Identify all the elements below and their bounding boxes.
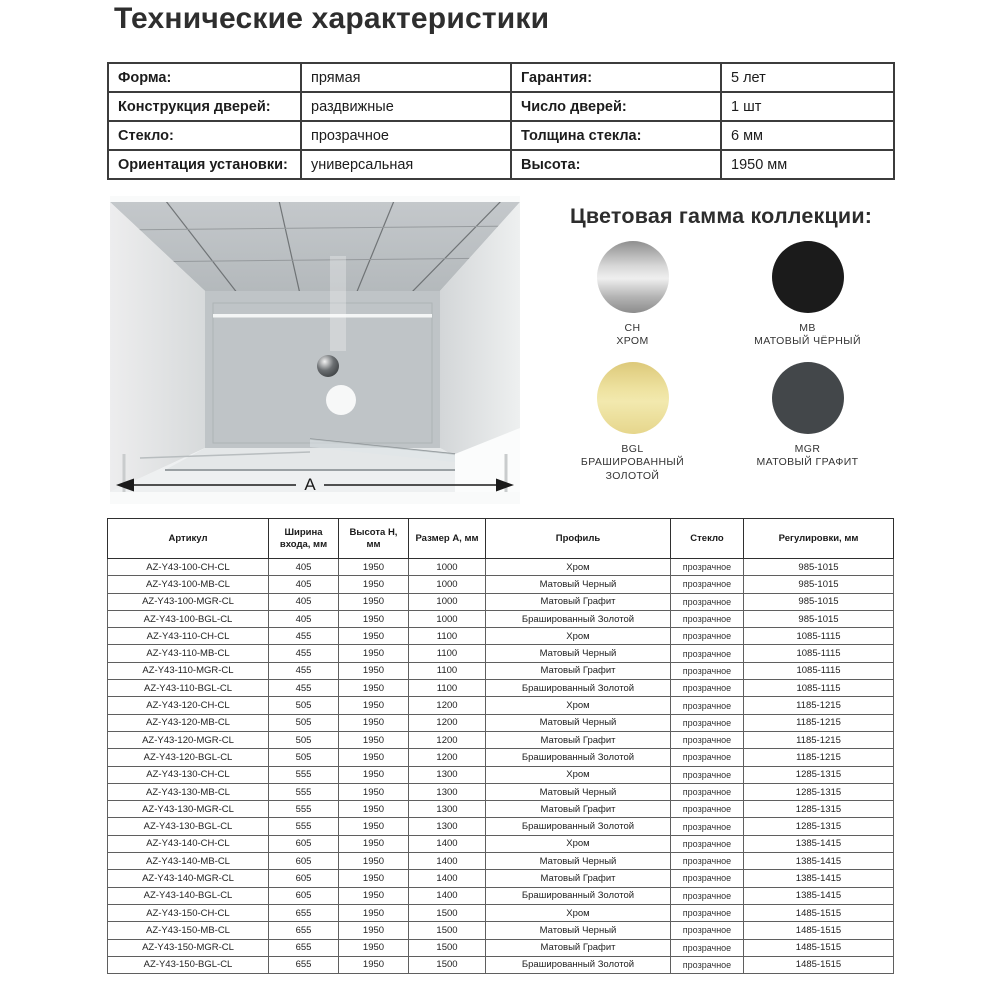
cell-profile: Матовый Графит xyxy=(486,731,671,748)
cell-entry-width: 605 xyxy=(269,870,339,887)
spec-label: Ориентация установки: xyxy=(108,150,301,179)
cell-entry-width: 555 xyxy=(269,783,339,800)
spec-label: Высота: xyxy=(511,150,721,179)
cell-artikul: AZ-Y43-140-BGL-CL xyxy=(108,887,269,904)
cell-entry-width: 655 xyxy=(269,904,339,921)
size-table-header-row xyxy=(108,519,894,559)
cell-entry-width: 555 xyxy=(269,801,339,818)
cell-adjustment: 1485-1515 xyxy=(744,939,894,956)
cell-entry-width: 505 xyxy=(269,749,339,766)
cell-glass: прозрачное xyxy=(671,731,744,748)
spec-label: Стекло: xyxy=(108,121,301,150)
cell-profile: Матовый Графит xyxy=(486,870,671,887)
spec-value: прозрачное xyxy=(301,121,511,150)
cell-artikul: AZ-Y43-100-MB-CL xyxy=(108,576,269,593)
cell-artikul: AZ-Y43-110-BGL-CL xyxy=(108,680,269,697)
cell-size-a: 1300 xyxy=(409,818,486,835)
cell-artikul: AZ-Y43-120-BGL-CL xyxy=(108,749,269,766)
cell-artikul: AZ-Y43-100-CH-CL xyxy=(108,559,269,576)
cell-glass: прозрачное xyxy=(671,835,744,852)
cell-height-h: 1950 xyxy=(339,835,409,852)
cell-height-h: 1950 xyxy=(339,610,409,627)
table-row xyxy=(108,714,894,731)
color-swatch-bgl xyxy=(545,362,720,483)
cell-artikul: AZ-Y43-140-MB-CL xyxy=(108,853,269,870)
cell-entry-width: 505 xyxy=(269,697,339,714)
cell-artikul: AZ-Y43-130-CH-CL xyxy=(108,766,269,783)
cell-size-a: 1300 xyxy=(409,801,486,818)
cell-entry-width: 505 xyxy=(269,731,339,748)
cell-artikul: AZ-Y43-140-MGR-CL xyxy=(108,870,269,887)
cell-profile: Матовый Черный xyxy=(486,783,671,800)
table-row xyxy=(108,731,894,748)
cell-profile: Матовый Черный xyxy=(486,922,671,939)
cell-height-h: 1950 xyxy=(339,576,409,593)
cell-adjustment: 1285-1315 xyxy=(744,818,894,835)
spec-value: 1950 мм xyxy=(721,150,894,179)
swatch-grid xyxy=(545,241,895,498)
cell-entry-width: 555 xyxy=(269,766,339,783)
cell-entry-width: 555 xyxy=(269,818,339,835)
cell-adjustment: 1485-1515 xyxy=(744,956,894,973)
table-row xyxy=(108,904,894,921)
cell-adjustment: 1185-1215 xyxy=(744,749,894,766)
cell-glass: прозрачное xyxy=(671,559,744,576)
cell-glass: прозрачное xyxy=(671,922,744,939)
cell-adjustment: 1085-1115 xyxy=(744,662,894,679)
color-gamma-title: Цветовая гамма коллекции: xyxy=(570,204,873,228)
table-row xyxy=(108,835,894,852)
cell-height-h: 1950 xyxy=(339,904,409,921)
spec-label: Форма: xyxy=(108,63,301,92)
cell-profile: Хром xyxy=(486,559,671,576)
cell-glass: прозрачное xyxy=(671,680,744,697)
cell-profile: Матовый Графит xyxy=(486,939,671,956)
spec-label: Конструкция дверей: xyxy=(108,92,301,121)
cell-glass: прозрачное xyxy=(671,714,744,731)
table-row xyxy=(108,956,894,973)
cell-glass: прозрачное xyxy=(671,887,744,904)
cell-size-a: 1000 xyxy=(409,559,486,576)
cell-size-a: 1200 xyxy=(409,697,486,714)
cell-entry-width: 455 xyxy=(269,662,339,679)
spec-value: 1 шт xyxy=(721,92,894,121)
color-circle-mgr xyxy=(772,362,844,434)
dimension-label-a: A xyxy=(304,475,316,494)
specs-table xyxy=(107,62,895,180)
cell-artikul: AZ-Y43-130-MB-CL xyxy=(108,783,269,800)
cell-artikul: AZ-Y43-110-CH-CL xyxy=(108,628,269,645)
cell-artikul: AZ-Y43-150-MB-CL xyxy=(108,922,269,939)
cell-adjustment: 1385-1415 xyxy=(744,835,894,852)
table-row xyxy=(108,697,894,714)
product-photo xyxy=(110,196,520,504)
cell-height-h: 1950 xyxy=(339,870,409,887)
spec-value: универсальная xyxy=(301,150,511,179)
col-header-height-h: Высота H, мм xyxy=(339,519,409,559)
cell-glass: прозрачное xyxy=(671,939,744,956)
cell-glass: прозрачное xyxy=(671,645,744,662)
cell-profile: Матовый Черный xyxy=(486,853,671,870)
cell-adjustment: 1285-1315 xyxy=(744,783,894,800)
cell-profile: Матовый Черный xyxy=(486,576,671,593)
cell-entry-width: 405 xyxy=(269,559,339,576)
spec-row xyxy=(108,150,894,179)
cell-adjustment: 985-1015 xyxy=(744,576,894,593)
spec-value: прямая xyxy=(301,63,511,92)
cell-artikul: AZ-Y43-150-BGL-CL xyxy=(108,956,269,973)
swatch-name: МАТОВЫЙ ГРАФИТ xyxy=(756,456,859,469)
cell-height-h: 1950 xyxy=(339,714,409,731)
cell-size-a: 1000 xyxy=(409,610,486,627)
cell-profile: Брашированный Золотой xyxy=(486,610,671,627)
cell-adjustment: 1385-1415 xyxy=(744,870,894,887)
table-row xyxy=(108,645,894,662)
cell-height-h: 1950 xyxy=(339,818,409,835)
cell-height-h: 1950 xyxy=(339,628,409,645)
cell-entry-width: 455 xyxy=(269,680,339,697)
cell-entry-width: 605 xyxy=(269,853,339,870)
col-header-size-a: Размер A, мм xyxy=(409,519,486,559)
cell-height-h: 1950 xyxy=(339,662,409,679)
cell-entry-width: 655 xyxy=(269,956,339,973)
cell-size-a: 1100 xyxy=(409,662,486,679)
shower-topview-render xyxy=(110,196,520,504)
cell-adjustment: 1285-1315 xyxy=(744,766,894,783)
cell-size-a: 1500 xyxy=(409,922,486,939)
cell-profile: Брашированный Золотой xyxy=(486,956,671,973)
cell-adjustment: 1185-1215 xyxy=(744,731,894,748)
swatch-code: MB xyxy=(799,322,816,334)
table-row xyxy=(108,680,894,697)
cell-artikul: AZ-Y43-130-BGL-CL xyxy=(108,818,269,835)
table-row xyxy=(108,593,894,610)
cell-adjustment: 1285-1315 xyxy=(744,801,894,818)
cell-profile: Брашированный Золотой xyxy=(486,749,671,766)
table-row xyxy=(108,801,894,818)
cell-entry-width: 655 xyxy=(269,939,339,956)
table-row xyxy=(108,853,894,870)
cell-adjustment: 1085-1115 xyxy=(744,628,894,645)
cell-adjustment: 1185-1215 xyxy=(744,714,894,731)
cell-adjustment: 985-1015 xyxy=(744,610,894,627)
cell-profile: Брашированный Золотой xyxy=(486,818,671,835)
cell-profile: Матовый Графит xyxy=(486,662,671,679)
cell-size-a: 1400 xyxy=(409,835,486,852)
swatch-code: MGR xyxy=(794,443,821,456)
cell-glass: прозрачное xyxy=(671,662,744,679)
cell-glass: прозрачное xyxy=(671,870,744,887)
cell-glass: прозрачное xyxy=(671,853,744,870)
cell-profile: Матовый Графит xyxy=(486,801,671,818)
cell-entry-width: 405 xyxy=(269,610,339,627)
cell-profile: Матовый Графит xyxy=(486,593,671,610)
cell-glass: прозрачное xyxy=(671,576,744,593)
spec-row xyxy=(108,63,894,92)
cell-artikul: AZ-Y43-120-MB-CL xyxy=(108,714,269,731)
cell-profile: Хром xyxy=(486,835,671,852)
col-header-artikul: Артикул xyxy=(108,519,269,559)
cell-entry-width: 605 xyxy=(269,887,339,904)
cell-profile: Хром xyxy=(486,766,671,783)
table-row xyxy=(108,870,894,887)
color-swatch-mgr xyxy=(720,362,895,483)
spec-value: раздвижные xyxy=(301,92,511,121)
cell-adjustment: 1385-1415 xyxy=(744,887,894,904)
cell-adjustment: 1185-1215 xyxy=(744,697,894,714)
spec-row xyxy=(108,121,894,150)
color-circle-ch xyxy=(597,241,669,313)
cell-adjustment: 985-1015 xyxy=(744,559,894,576)
cell-size-a: 1400 xyxy=(409,853,486,870)
swatch-code: CH xyxy=(624,322,641,334)
cell-profile: Хром xyxy=(486,904,671,921)
color-swatch-mb xyxy=(720,241,895,348)
cell-glass: прозрачное xyxy=(671,766,744,783)
cell-glass: прозрачное xyxy=(671,593,744,610)
color-circle-mb xyxy=(772,241,844,313)
swatch-name: ХРОМ xyxy=(616,335,649,347)
table-row xyxy=(108,818,894,835)
cell-glass: прозрачное xyxy=(671,818,744,835)
table-row xyxy=(108,576,894,593)
cell-glass: прозрачное xyxy=(671,956,744,973)
cell-size-a: 1000 xyxy=(409,576,486,593)
col-header-profile: Профиль xyxy=(486,519,671,559)
table-row xyxy=(108,887,894,904)
cell-entry-width: 405 xyxy=(269,593,339,610)
table-row xyxy=(108,610,894,627)
cell-height-h: 1950 xyxy=(339,783,409,800)
cell-size-a: 1100 xyxy=(409,680,486,697)
cell-height-h: 1950 xyxy=(339,887,409,904)
cell-height-h: 1950 xyxy=(339,766,409,783)
cell-size-a: 1200 xyxy=(409,749,486,766)
cell-size-a: 1100 xyxy=(409,628,486,645)
cell-entry-width: 405 xyxy=(269,576,339,593)
spec-label: Толщина стекла: xyxy=(511,121,721,150)
color-swatch-ch xyxy=(545,241,720,348)
cell-size-a: 1400 xyxy=(409,887,486,904)
cell-size-a: 1200 xyxy=(409,731,486,748)
cell-height-h: 1950 xyxy=(339,731,409,748)
table-row xyxy=(108,628,894,645)
cell-size-a: 1500 xyxy=(409,956,486,973)
cell-height-h: 1950 xyxy=(339,956,409,973)
cell-artikul: AZ-Y43-150-MGR-CL xyxy=(108,939,269,956)
cell-entry-width: 505 xyxy=(269,714,339,731)
cell-artikul: AZ-Y43-140-CH-CL xyxy=(108,835,269,852)
table-row xyxy=(108,749,894,766)
cell-height-h: 1950 xyxy=(339,853,409,870)
cell-adjustment: 1485-1515 xyxy=(744,922,894,939)
cell-size-a: 1500 xyxy=(409,904,486,921)
cell-glass: прозрачное xyxy=(671,697,744,714)
cell-artikul: AZ-Y43-150-CH-CL xyxy=(108,904,269,921)
cell-glass: прозрачное xyxy=(671,783,744,800)
cell-profile: Матовый Черный xyxy=(486,645,671,662)
cell-artikul: AZ-Y43-100-BGL-CL xyxy=(108,610,269,627)
cell-profile: Брашированный Золотой xyxy=(486,680,671,697)
cell-profile: Матовый Черный xyxy=(486,714,671,731)
cell-entry-width: 605 xyxy=(269,835,339,852)
cell-entry-width: 655 xyxy=(269,922,339,939)
spec-value: 5 лет xyxy=(721,63,894,92)
cell-glass: прозрачное xyxy=(671,904,744,921)
col-header-glass: Стекло xyxy=(671,519,744,559)
cell-height-h: 1950 xyxy=(339,680,409,697)
spec-value: 6 мм xyxy=(721,121,894,150)
page-title: Технические характеристики xyxy=(114,2,550,35)
cell-height-h: 1950 xyxy=(339,559,409,576)
spec-row xyxy=(108,92,894,121)
cell-glass: прозрачное xyxy=(671,610,744,627)
cell-glass: прозрачное xyxy=(671,749,744,766)
cell-size-a: 1100 xyxy=(409,645,486,662)
spec-label: Число дверей: xyxy=(511,92,721,121)
cell-size-a: 1300 xyxy=(409,766,486,783)
swatch-code: BGL xyxy=(621,443,644,456)
swatch-name: БРАШИРОВАННЫЙ ЗОЛОТОЙ xyxy=(580,456,685,483)
cell-height-h: 1950 xyxy=(339,939,409,956)
cell-profile: Хром xyxy=(486,628,671,645)
cell-adjustment: 1385-1415 xyxy=(744,853,894,870)
cell-height-h: 1950 xyxy=(339,749,409,766)
cell-height-h: 1950 xyxy=(339,801,409,818)
cell-height-h: 1950 xyxy=(339,697,409,714)
size-table xyxy=(107,518,894,974)
cell-adjustment: 1085-1115 xyxy=(744,680,894,697)
table-row xyxy=(108,559,894,576)
cell-artikul: AZ-Y43-110-MB-CL xyxy=(108,645,269,662)
color-circle-bgl xyxy=(597,362,669,434)
color-gamma-section xyxy=(545,204,895,498)
cell-artikul: AZ-Y43-110-MGR-CL xyxy=(108,662,269,679)
table-row xyxy=(108,922,894,939)
table-row xyxy=(108,939,894,956)
cell-height-h: 1950 xyxy=(339,922,409,939)
cell-size-a: 1200 xyxy=(409,714,486,731)
cell-artikul: AZ-Y43-120-MGR-CL xyxy=(108,731,269,748)
cell-entry-width: 455 xyxy=(269,645,339,662)
cell-adjustment: 1485-1515 xyxy=(744,904,894,921)
cell-adjustment: 1085-1115 xyxy=(744,645,894,662)
cell-profile: Брашированный Золотой xyxy=(486,887,671,904)
cell-glass: прозрачное xyxy=(671,801,744,818)
cell-artikul: AZ-Y43-120-CH-CL xyxy=(108,697,269,714)
table-row xyxy=(108,783,894,800)
spec-label: Гарантия: xyxy=(511,63,721,92)
cell-size-a: 1000 xyxy=(409,593,486,610)
cell-height-h: 1950 xyxy=(339,593,409,610)
table-row xyxy=(108,662,894,679)
cell-profile: Хром xyxy=(486,697,671,714)
col-header-adjustment: Регулировки, мм xyxy=(744,519,894,559)
cell-adjustment: 985-1015 xyxy=(744,593,894,610)
cell-artikul: AZ-Y43-100-MGR-CL xyxy=(108,593,269,610)
table-row xyxy=(108,766,894,783)
swatch-name: МАТОВЫЙ ЧЁРНЫЙ xyxy=(754,335,861,347)
cell-size-a: 1300 xyxy=(409,783,486,800)
cell-size-a: 1400 xyxy=(409,870,486,887)
cell-size-a: 1500 xyxy=(409,939,486,956)
cell-artikul: AZ-Y43-130-MGR-CL xyxy=(108,801,269,818)
col-header-entry-width: Ширина входа, мм xyxy=(269,519,339,559)
cell-entry-width: 455 xyxy=(269,628,339,645)
cell-height-h: 1950 xyxy=(339,645,409,662)
cell-glass: прозрачное xyxy=(671,628,744,645)
